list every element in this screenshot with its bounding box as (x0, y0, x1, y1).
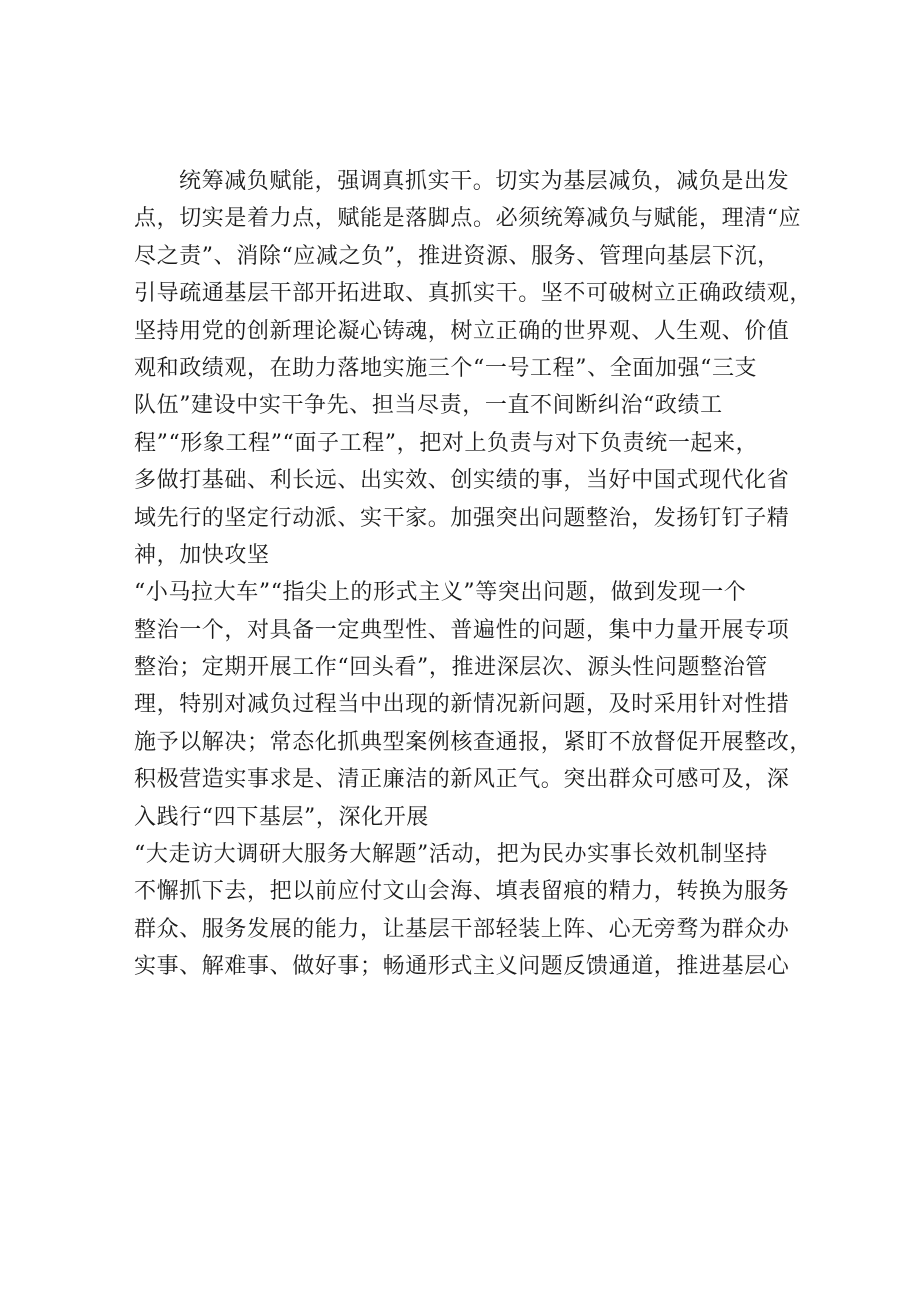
text-line: 整治；定期开展工作“回头看”，推进深层次、源头性问题整治管 (134, 655, 768, 681)
text-line: 理，特别对减负过程当中出现的新情况新问题，及时采用针对性措 (134, 692, 790, 718)
text-line: 统筹减负赋能，强调真抓实干。切实为基层减负，减负是出发 (179, 169, 790, 194)
text-line: 域先行的坚定行动派、实干家。加强突出问题整治，发扬钉钉子精 (134, 505, 790, 531)
text-line: 群众、服务发展的能力，让基层干部轻装上阵、心无旁骛为群众办 (134, 916, 790, 942)
text-line: 积极营造实事求是、清正廉洁的新风正气。突出群众可感可及，深 (134, 767, 790, 793)
text-line: 多做打基础、利长远、出实效、创实绩的事，当好中国式现代化省 (134, 468, 790, 494)
body-paragraph (134, 163, 813, 986)
text-line: 实事、解难事、做好事；畅通形式主义问题反馈通道，推进基层心 (134, 954, 790, 980)
text-line: 神，加快攻坚 (134, 542, 270, 568)
text-line: “大走访大调研大服务大解题”活动，把为民办实事长效机制坚持 (134, 842, 768, 868)
text-line: 尽之责”、消除“应减之负”，推进资源、服务、管理向基层下沉， (134, 243, 780, 269)
text-line: “小马拉大车”“指尖上的形式主义”等突出问题，做到发现一个 (134, 580, 747, 606)
text-line: 引导疏通基层干部开拓进取、真抓实干。坚不可破树立正确政绩观， (134, 281, 813, 307)
text-line: 整治一个，对具备一定典型性、普遍性的问题，集中力量开展专项 (134, 617, 790, 643)
text-line: 点，切实是着力点，赋能是落脚点。必须统筹减负与赋能，理清“应 (134, 206, 802, 232)
text-line: 入践行“四下基层”，深化开展 (134, 804, 429, 830)
text-line: 观和政绩观，在助力落地实施三个“一号工程”、全面加强“三支 (134, 355, 758, 381)
text-line: 程”“形象工程”“面子工程”，把对上负责与对下负责统一起来， (134, 430, 759, 456)
text-line: 队伍”建设中实干争先、担当尽责，一直不间断纠治“政绩工 (134, 393, 723, 419)
text-line: 不懈抓下去，把以前应付文山会海、填表留痕的精力，转换为服务 (134, 879, 790, 905)
text-line: 施予以解决；常态化抓典型案例核查通报，紧盯不放督促开展整改， (134, 729, 813, 755)
text-line: 坚持用党的创新理论凝心铸魂，树立正确的世界观、人生观、价值 (134, 318, 790, 344)
